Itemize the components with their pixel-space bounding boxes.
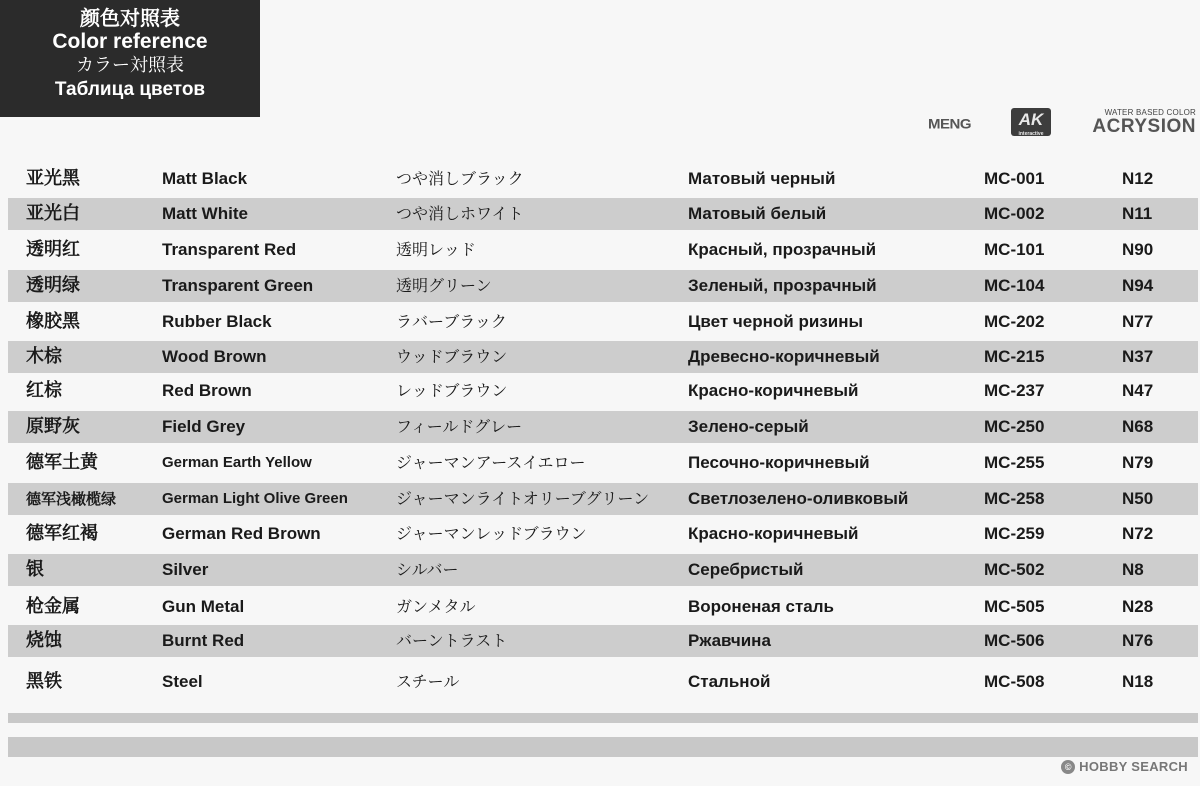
hobby-search-watermark bbox=[1061, 759, 1188, 774]
japanese-name-cell: ジャーマンレッドブラウン bbox=[396, 524, 587, 543]
table-row bbox=[8, 306, 1198, 338]
english-name-cell: Matt Black bbox=[162, 169, 248, 188]
japanese-name-cell: ジャーマンライトオリーブグリーン bbox=[396, 489, 650, 508]
table-row bbox=[8, 591, 1198, 623]
japanese-name-cell: ウッドブラウン bbox=[396, 347, 508, 366]
ak-logo-subtext: interactive bbox=[1018, 131, 1044, 137]
meng-code-cell: MC-502 bbox=[984, 560, 1045, 579]
russian-name-cell: Матовый черный bbox=[688, 169, 836, 188]
english-name-cell: Transparent Red bbox=[162, 240, 297, 259]
ak-code-cell: N79 bbox=[1122, 453, 1154, 472]
title-box bbox=[0, 0, 260, 117]
chinese-name-cell: 透明绿 bbox=[26, 275, 80, 296]
russian-name-cell: Красно-коричневый bbox=[688, 524, 859, 543]
ak-code-cell: N72 bbox=[1122, 524, 1154, 543]
chinese-name-cell: 亚光白 bbox=[26, 203, 80, 224]
title-japanese: カラー対照表 bbox=[76, 55, 184, 76]
japanese-name-cell: 透明グリーン bbox=[396, 276, 492, 295]
english-name-cell: German Earth Yellow bbox=[162, 454, 312, 471]
meng-code-cell: MC-104 bbox=[984, 276, 1045, 295]
copyright-icon: © bbox=[1061, 760, 1075, 774]
meng-code-cell: MC-237 bbox=[984, 381, 1045, 400]
japanese-name-cell: つや消しホワイト bbox=[396, 204, 524, 223]
japanese-name-cell: フィールドグレー bbox=[396, 417, 523, 436]
english-name-cell: Wood Brown bbox=[162, 347, 267, 366]
ak-code-cell: N50 bbox=[1122, 489, 1154, 508]
ak-code-cell: N18 bbox=[1122, 672, 1154, 691]
english-name-cell: Steel bbox=[162, 672, 203, 691]
meng-code-cell: MC-001 bbox=[984, 169, 1045, 188]
meng-code-cell: MC-215 bbox=[984, 347, 1045, 366]
ak-interactive-logo bbox=[1011, 108, 1051, 136]
table-row bbox=[8, 411, 1198, 443]
chinese-name-cell: 黑铁 bbox=[26, 671, 62, 692]
meng-logo: MENG bbox=[928, 116, 971, 133]
japanese-name-cell: ラバーブラック bbox=[396, 312, 507, 331]
japanese-name-cell: つや消しブラック bbox=[396, 169, 524, 188]
acrysion-logo bbox=[1072, 108, 1196, 137]
english-name-cell: Field Grey bbox=[162, 417, 246, 436]
russian-name-cell: Вороненая сталь bbox=[688, 597, 835, 616]
chinese-name-cell: 烧蚀 bbox=[26, 630, 62, 651]
table-row bbox=[8, 554, 1198, 586]
table-row bbox=[8, 483, 1198, 515]
russian-name-cell: Красно-коричневый bbox=[688, 381, 859, 400]
chinese-name-cell: 红棕 bbox=[26, 380, 62, 401]
meng-code-cell: MC-258 bbox=[984, 489, 1045, 508]
ak-code-cell: N77 bbox=[1122, 312, 1154, 331]
table-row bbox=[8, 198, 1198, 230]
footer-bar bbox=[8, 737, 1198, 757]
ak-code-cell: N90 bbox=[1122, 240, 1154, 259]
table-row bbox=[8, 234, 1198, 266]
chinese-name-cell: 银 bbox=[26, 559, 44, 580]
title-english: Color reference bbox=[52, 30, 208, 53]
russian-name-cell: Песочно-коричневый bbox=[688, 453, 870, 472]
japanese-name-cell: レッドブラウン bbox=[396, 381, 508, 400]
table-row bbox=[8, 341, 1198, 373]
meng-code-cell: MC-101 bbox=[984, 240, 1045, 259]
english-name-cell: Burnt Red bbox=[162, 631, 245, 650]
russian-name-cell: Матовый белый bbox=[688, 204, 827, 223]
russian-name-cell: Стальной bbox=[688, 672, 771, 691]
ak-code-cell: N11 bbox=[1122, 204, 1153, 223]
title-chinese: 颜色对照表 bbox=[80, 6, 180, 30]
ak-code-cell: N68 bbox=[1122, 417, 1154, 436]
ak-code-cell: N94 bbox=[1122, 276, 1154, 295]
table-row bbox=[8, 270, 1198, 302]
ak-code-cell: N28 bbox=[1122, 597, 1154, 616]
watermark-text: HOBBY SEARCH bbox=[1079, 759, 1188, 774]
russian-name-cell: Красный, прозрачный bbox=[688, 240, 877, 259]
meng-code-cell: MC-202 bbox=[984, 312, 1045, 331]
meng-code-cell: MC-505 bbox=[984, 597, 1045, 616]
title-russian: Таблица цветов bbox=[54, 79, 206, 100]
chinese-name-cell: 木棕 bbox=[26, 346, 62, 367]
russian-name-cell: Ржавчина bbox=[688, 631, 771, 650]
table-row bbox=[8, 518, 1198, 550]
russian-name-cell: Зеленый, прозрачный bbox=[688, 276, 877, 295]
chinese-name-cell: 原野灰 bbox=[26, 416, 80, 437]
chinese-name-cell: 德军浅橄榄绿 bbox=[26, 490, 117, 508]
japanese-name-cell: シルバー bbox=[396, 560, 459, 579]
english-name-cell: German Red Brown bbox=[162, 524, 321, 543]
meng-code-cell: MC-255 bbox=[984, 453, 1045, 472]
table-row bbox=[8, 666, 1198, 698]
chinese-name-cell: 橡胶黑 bbox=[26, 311, 80, 332]
russian-name-cell: Серебристый bbox=[688, 560, 804, 579]
ak-code-cell: N12 bbox=[1122, 169, 1154, 188]
ak-code-cell: N47 bbox=[1122, 381, 1154, 400]
english-name-cell: Rubber Black bbox=[162, 312, 272, 331]
acrysion-wordmark: ACRYSION bbox=[1092, 116, 1196, 137]
japanese-name-cell: スチール bbox=[396, 672, 460, 691]
table-row bbox=[8, 375, 1198, 407]
russian-name-cell: Зелено-серый bbox=[688, 417, 809, 436]
japanese-name-cell: ガンメタル bbox=[396, 597, 476, 616]
ak-code-cell: N37 bbox=[1122, 347, 1154, 366]
table-row bbox=[8, 447, 1198, 479]
chinese-name-cell: 亚光黑 bbox=[26, 168, 80, 189]
footer-bar bbox=[8, 713, 1198, 723]
chinese-name-cell: 枪金属 bbox=[26, 596, 80, 617]
meng-code-cell: MC-250 bbox=[984, 417, 1045, 436]
japanese-name-cell: 透明レッド bbox=[396, 240, 476, 259]
meng-code-cell: MC-506 bbox=[984, 631, 1045, 650]
english-name-cell: Gun Metal bbox=[162, 597, 245, 616]
english-name-cell: Transparent Green bbox=[162, 276, 314, 295]
english-name-cell: German Light Olive Green bbox=[162, 490, 348, 507]
brand-logos bbox=[0, 108, 1200, 142]
meng-code-cell: MC-508 bbox=[984, 672, 1045, 691]
chinese-name-cell: 德军红褐 bbox=[26, 523, 98, 544]
russian-name-cell: Светлозелено-оливковый bbox=[688, 489, 909, 508]
table-row bbox=[8, 625, 1198, 657]
russian-name-cell: Цвет черной ризины bbox=[688, 312, 863, 331]
japanese-name-cell: ジャーマンアースイエロー bbox=[396, 453, 586, 472]
acrysion-tagline: WATER BASED COLOR bbox=[1104, 108, 1196, 117]
english-name-cell: Silver bbox=[162, 560, 209, 579]
chinese-name-cell: 透明红 bbox=[26, 239, 80, 260]
ak-code-cell: N8 bbox=[1122, 560, 1144, 579]
japanese-name-cell: バーントラスト bbox=[396, 631, 508, 650]
english-name-cell: Red Brown bbox=[162, 381, 252, 400]
meng-code-cell: MC-259 bbox=[984, 524, 1045, 543]
ak-code-cell: N76 bbox=[1122, 631, 1154, 650]
table-row bbox=[8, 163, 1198, 195]
chinese-name-cell: 德军土黄 bbox=[26, 452, 98, 473]
russian-name-cell: Древесно-коричневый bbox=[688, 347, 880, 366]
english-name-cell: Matt White bbox=[162, 204, 248, 223]
ak-logo-text: AK bbox=[1018, 110, 1044, 129]
meng-code-cell: MC-002 bbox=[984, 204, 1045, 223]
